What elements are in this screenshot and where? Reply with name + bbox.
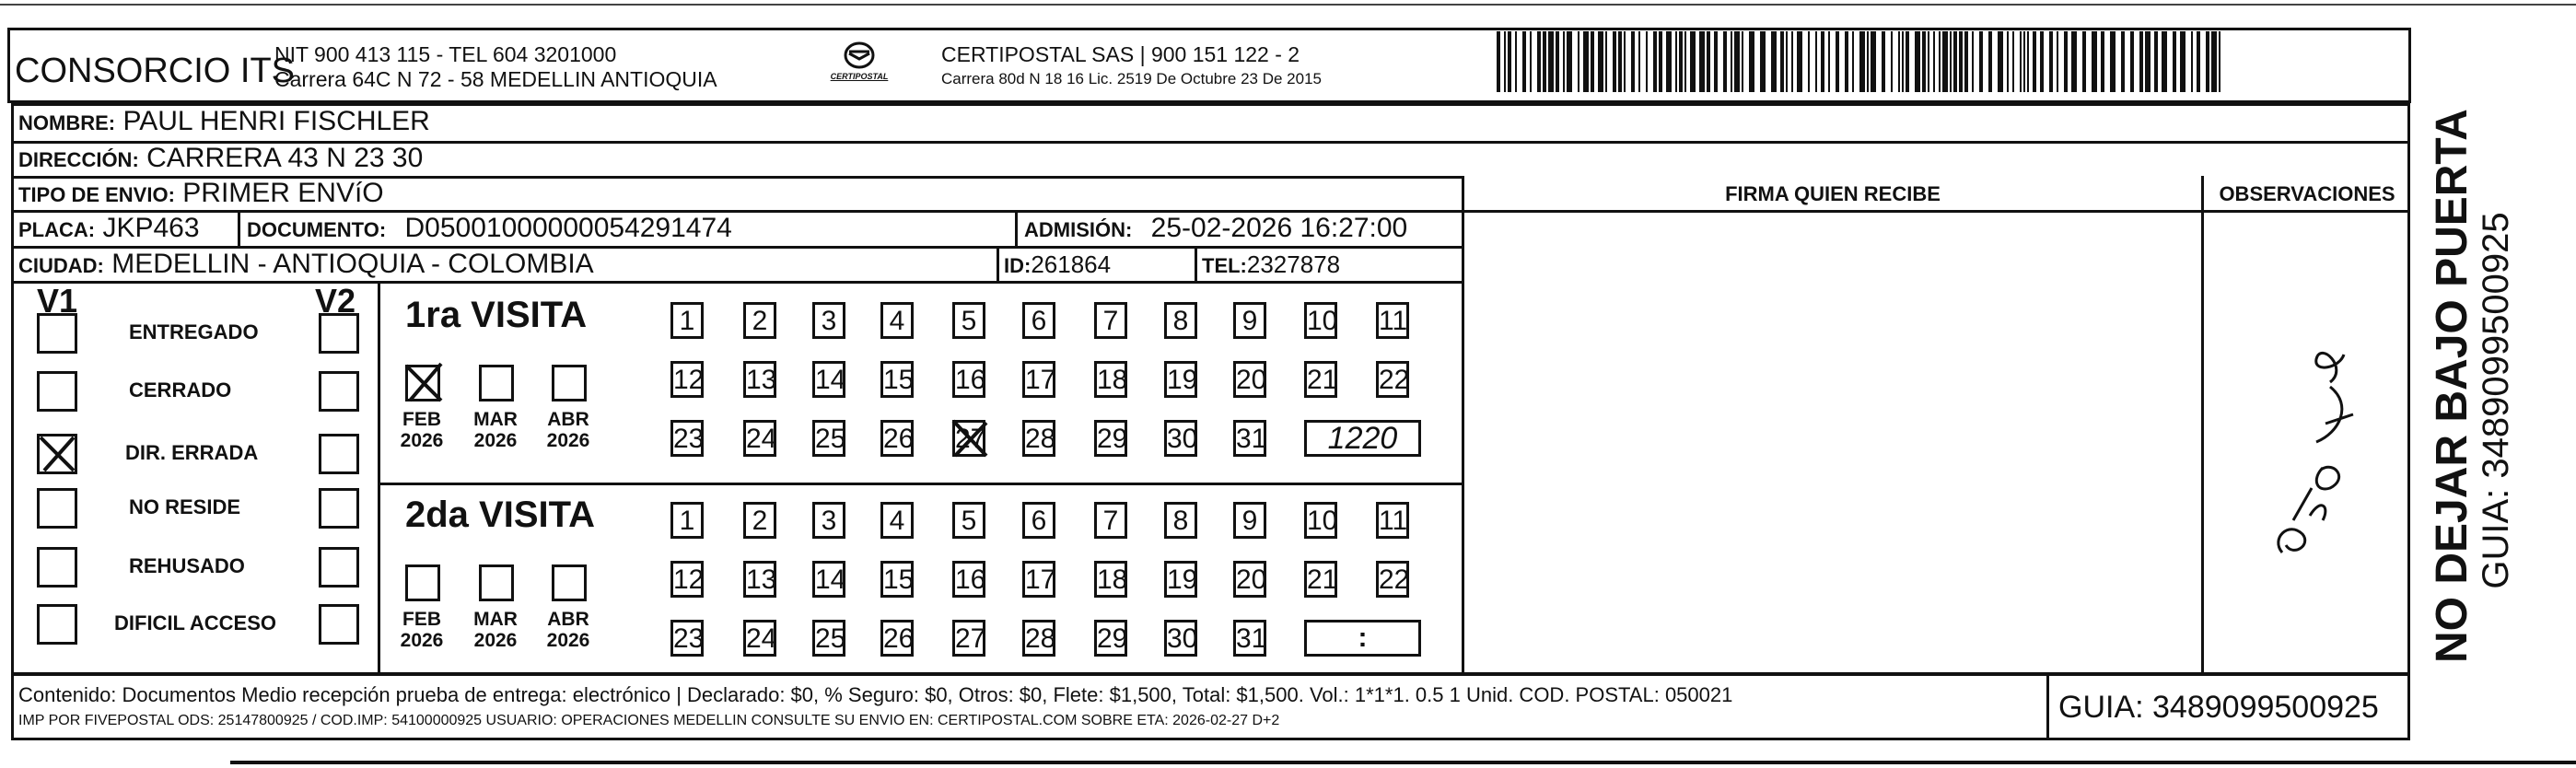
day-box[interactable] <box>670 561 704 598</box>
firma-header: FIRMA QUIEN RECIBE <box>1725 182 1941 205</box>
day-number: 7 <box>1102 506 1119 536</box>
v2-label: V2 <box>315 282 356 320</box>
day-box[interactable] <box>670 361 704 398</box>
v2-checkbox[interactable] <box>319 434 359 474</box>
day-box[interactable] <box>1022 302 1055 339</box>
day-box[interactable] <box>1164 361 1197 398</box>
tel-value: 2327878 <box>1246 250 1341 278</box>
day-number: 10 <box>1307 506 1338 536</box>
month-year: 2026 <box>473 430 518 451</box>
day-box[interactable] <box>1304 561 1337 598</box>
day-number: 5 <box>961 306 977 336</box>
day-number: 12 <box>673 365 705 395</box>
month-name: FEB <box>402 609 441 630</box>
status-label: NO RESIDE <box>129 495 241 518</box>
month-year: 2026 <box>546 630 590 651</box>
side-notice <box>2422 111 2551 663</box>
day-number: 29 <box>1097 424 1128 454</box>
month-checkbox[interactable] <box>405 365 440 401</box>
day-number: 11 <box>1379 306 1408 336</box>
month-name: MAR <box>473 409 518 430</box>
day-box[interactable] <box>1304 302 1337 339</box>
day-box[interactable] <box>1376 561 1409 598</box>
day-box[interactable] <box>880 620 914 657</box>
day-number: 23 <box>673 623 705 654</box>
day-number: 18 <box>1097 365 1128 395</box>
day-box[interactable] <box>812 361 845 398</box>
direccion-row <box>18 143 423 174</box>
month-year: 2026 <box>400 430 444 451</box>
day-number: 11 <box>1379 506 1408 536</box>
day-number: 6 <box>1031 506 1047 536</box>
day-box[interactable] <box>1233 420 1266 457</box>
v2-checkbox[interactable] <box>319 604 359 645</box>
day-box[interactable] <box>670 420 704 457</box>
month-year: 2026 <box>473 630 518 651</box>
day-number: 24 <box>746 623 777 654</box>
day-box[interactable] <box>1094 302 1127 339</box>
status-label: DIR. ERRADA <box>125 441 259 464</box>
day-box[interactable] <box>812 620 845 657</box>
day-box[interactable] <box>743 420 776 457</box>
day-box[interactable] <box>952 420 985 457</box>
day-box[interactable] <box>1164 302 1197 339</box>
handwritten-signature <box>2266 332 2367 562</box>
day-number: 1 <box>679 306 695 336</box>
status-label: REHUSADO <box>129 554 245 577</box>
certipostal-line2: Carrera 80d N 18 16 Lic. 2519 De Octubre 23 De 2015 <box>941 70 1322 87</box>
day-number: 27 <box>955 424 986 454</box>
v1-checkbox[interactable] <box>37 604 77 645</box>
day-box[interactable] <box>1094 361 1127 398</box>
side-guia-text: GUIA: 3489099500925 <box>2476 212 2516 589</box>
day-number: 4 <box>889 506 905 536</box>
month-label <box>541 609 596 651</box>
status-label: DIFICIL ACCESO <box>114 611 277 634</box>
day-number: 24 <box>746 424 777 454</box>
admision-value: 25-02-2026 16:27:00 <box>1150 213 1408 243</box>
day-box[interactable] <box>1233 361 1266 398</box>
nombre-row <box>18 106 430 137</box>
day-number: 17 <box>1025 564 1056 595</box>
placa-label: PLACA: <box>18 218 96 241</box>
day-number: 26 <box>883 623 915 654</box>
day-box[interactable] <box>1094 420 1127 457</box>
day-number: 4 <box>889 306 905 336</box>
day-box[interactable] <box>1233 561 1266 598</box>
day-number: 1 <box>679 506 695 536</box>
day-box[interactable] <box>1022 502 1055 539</box>
v1-checkbox[interactable] <box>37 371 77 412</box>
day-box[interactable] <box>952 361 985 398</box>
day-box[interactable] <box>670 302 704 339</box>
placa-value: JKP463 <box>102 213 200 243</box>
day-number: 3 <box>821 306 837 336</box>
barcode-icon <box>1497 31 2224 92</box>
certipostal-logo <box>820 41 899 96</box>
day-box[interactable] <box>1164 502 1197 539</box>
day-box[interactable] <box>1094 561 1127 598</box>
day-number: 2 <box>752 306 768 336</box>
day-number: 18 <box>1097 564 1128 595</box>
month-checkbox[interactable] <box>552 365 587 401</box>
day-number: 19 <box>1167 365 1198 395</box>
admision-label: ADMISIÓN: <box>1024 218 1133 241</box>
day-box[interactable] <box>880 302 914 339</box>
time-box[interactable] <box>1304 420 1421 457</box>
day-number: 30 <box>1167 623 1198 654</box>
documento-label: DOCUMENTO: <box>247 218 387 241</box>
v2-checkbox[interactable] <box>319 547 359 588</box>
day-number: 30 <box>1167 424 1198 454</box>
month-label <box>468 409 523 451</box>
day-box[interactable] <box>1304 502 1337 539</box>
status-label: ENTREGADO <box>129 320 259 343</box>
day-number: 13 <box>746 564 777 595</box>
day-box[interactable] <box>1233 302 1266 339</box>
day-box[interactable] <box>1304 361 1337 398</box>
footer-line2: IMP POR FIVEPOSTAL ODS: 25147800925 / COD.IMP: 54100000925 USUARIO: OPERACIONES MEDELLIN CONSULTE SU ENVIO EN: CERTIPOSTAL.COM SOBRE ETA: 2026-02-27 D+2 <box>18 713 1280 728</box>
day-box[interactable] <box>1094 620 1127 657</box>
v1-checkbox[interactable] <box>37 488 77 529</box>
documento-row <box>247 213 732 244</box>
day-number: 28 <box>1025 623 1056 654</box>
day-box[interactable] <box>952 561 985 598</box>
day-box[interactable] <box>812 502 845 539</box>
month-year: 2026 <box>546 430 590 451</box>
day-number: 22 <box>1379 365 1410 395</box>
day-number: 28 <box>1025 424 1056 454</box>
day-box[interactable] <box>812 561 845 598</box>
day-number: 20 <box>1236 564 1267 595</box>
day-box[interactable] <box>1376 361 1409 398</box>
company-nit: NIT 900 413 115 - TEL 604 3201000 <box>274 42 617 66</box>
logo-text: CERTIPOSTAL <box>830 72 889 81</box>
status-label: CERRADO <box>129 378 232 401</box>
time-box[interactable] <box>1304 620 1421 657</box>
company-name: CONSORCIO ITS <box>15 52 296 90</box>
day-number: 16 <box>955 564 986 595</box>
tel-label: TEL: <box>1202 254 1247 277</box>
nombre-value: PAUL HENRI FISCHLER <box>122 106 430 136</box>
month-label <box>541 409 596 451</box>
day-number: 12 <box>673 564 705 595</box>
day-number: 16 <box>955 365 986 395</box>
day-box[interactable] <box>812 302 845 339</box>
day-number: 15 <box>883 564 915 595</box>
day-number: 8 <box>1172 306 1189 336</box>
visit-title: 1ra VISITA <box>405 295 588 335</box>
footer-line1: Contenido: Documentos Medio recepción prueba de entrega: electrónico | Declarado: $0, % Seguro: $0, Otros: $0, Flete: $1,500, Total: $1,500. Vol.: 1*1*1. 0.5 1 Unid. COD. POSTAL: 050021 <box>18 683 1733 706</box>
day-number: 13 <box>746 365 777 395</box>
v2-checkbox[interactable] <box>319 371 359 412</box>
day-box[interactable] <box>812 420 845 457</box>
v2-checkbox[interactable] <box>319 488 359 529</box>
time-value: 1220 <box>1327 421 1398 456</box>
no-dejar-text: NO DEJAR BAJO PUERTA <box>2428 109 2477 663</box>
day-number: 8 <box>1172 506 1189 536</box>
month-checkbox[interactable] <box>552 564 587 601</box>
id-value: 261864 <box>1031 250 1112 278</box>
day-number: 6 <box>1031 306 1047 336</box>
day-number: 31 <box>1236 424 1267 454</box>
month-label <box>394 409 449 451</box>
documento-value: D05001000000054291474 <box>404 213 732 243</box>
day-box[interactable] <box>1022 361 1055 398</box>
month-label <box>468 609 523 651</box>
day-box[interactable] <box>1376 302 1409 339</box>
footer-guia: GUIA: 3489099500925 <box>2058 690 2379 725</box>
day-box[interactable] <box>1164 620 1197 657</box>
day-box[interactable] <box>743 620 776 657</box>
day-box[interactable] <box>1376 502 1409 539</box>
month-name: ABR <box>547 409 589 430</box>
v1-label: V1 <box>37 282 78 320</box>
v2-checkbox[interactable] <box>319 313 359 354</box>
check-x-icon <box>404 362 445 404</box>
day-box[interactable] <box>1164 420 1197 457</box>
month-label <box>394 609 449 651</box>
day-box[interactable] <box>880 502 914 539</box>
day-box[interactable] <box>1233 502 1266 539</box>
day-box[interactable] <box>743 502 776 539</box>
v1-checkbox[interactable] <box>37 434 77 474</box>
day-number: 22 <box>1379 564 1410 595</box>
id-label: ID: <box>1004 254 1032 277</box>
day-box[interactable] <box>743 302 776 339</box>
day-box[interactable] <box>952 620 985 657</box>
day-box[interactable] <box>1094 502 1127 539</box>
day-number: 14 <box>815 564 846 595</box>
day-number: 15 <box>883 365 915 395</box>
day-box[interactable] <box>952 502 985 539</box>
month-name: FEB <box>402 409 441 430</box>
day-box[interactable] <box>880 361 914 398</box>
month-name: ABR <box>547 609 589 630</box>
certipostal-logo-icon <box>841 41 878 72</box>
month-year: 2026 <box>400 630 444 651</box>
day-box[interactable] <box>880 561 914 598</box>
day-box[interactable] <box>1022 561 1055 598</box>
month-checkbox[interactable] <box>405 564 440 601</box>
day-number: 14 <box>815 365 846 395</box>
ciudad-value: MEDELLIN - ANTIOQUIA - COLOMBIA <box>111 249 594 279</box>
id-row <box>1004 250 1111 279</box>
day-number: 5 <box>961 506 977 536</box>
day-number: 2 <box>752 506 768 536</box>
placa-row <box>18 213 200 244</box>
day-number: 29 <box>1097 623 1128 654</box>
time-value: : <box>1358 623 1368 653</box>
admision-row <box>1024 213 1407 244</box>
direccion-label: DIRECCIÓN: <box>18 148 139 171</box>
day-number: 21 <box>1307 365 1338 395</box>
day-number: 20 <box>1236 365 1267 395</box>
v1-checkbox[interactable] <box>37 547 77 588</box>
ciudad-row <box>18 249 594 280</box>
month-name: MAR <box>473 609 518 630</box>
day-box[interactable] <box>1164 561 1197 598</box>
day-box[interactable] <box>670 620 704 657</box>
day-box[interactable] <box>952 302 985 339</box>
day-box[interactable] <box>1022 420 1055 457</box>
day-number: 23 <box>673 424 705 454</box>
day-number: 26 <box>883 424 915 454</box>
day-box[interactable] <box>880 420 914 457</box>
day-number: 21 <box>1307 564 1338 595</box>
day-box[interactable] <box>743 561 776 598</box>
tel-row <box>1202 250 1340 279</box>
day-number: 9 <box>1241 306 1258 336</box>
day-number: 25 <box>815 623 846 654</box>
day-number: 25 <box>815 424 846 454</box>
day-number: 3 <box>821 506 837 536</box>
day-box[interactable] <box>670 502 704 539</box>
day-box[interactable] <box>743 361 776 398</box>
day-box[interactable] <box>1022 620 1055 657</box>
day-number: 10 <box>1307 306 1338 336</box>
direccion-value: CARRERA 43 N 23 30 <box>146 143 424 173</box>
day-number: 19 <box>1167 564 1198 595</box>
company-address: Carrera 64C N 72 - 58 MEDELLIN ANTIOQUIA <box>274 67 717 91</box>
tipo-value: PRIMER ENVíO <box>182 178 384 208</box>
month-checkbox[interactable] <box>479 564 514 601</box>
v1-checkbox[interactable] <box>37 313 77 354</box>
check-x-icon <box>37 434 77 474</box>
day-number: 27 <box>955 623 986 654</box>
month-checkbox[interactable] <box>479 365 514 401</box>
visit-title: 2da VISITA <box>405 495 595 535</box>
day-box[interactable] <box>1233 620 1266 657</box>
tipo-label: TIPO DE ENVIO: <box>18 183 175 206</box>
observaciones-header: OBSERVACIONES <box>2219 182 2395 205</box>
tipo-row <box>18 178 384 209</box>
ciudad-label: CIUDAD: <box>18 254 104 277</box>
day-number: 9 <box>1241 506 1258 536</box>
nombre-label: NOMBRE: <box>18 111 116 134</box>
day-number: 7 <box>1102 306 1119 336</box>
day-number: 17 <box>1025 365 1056 395</box>
day-number: 31 <box>1236 623 1267 654</box>
check-x-icon <box>950 417 990 460</box>
certipostal-line1: CERTIPOSTAL SAS | 900 151 122 - 2 <box>941 42 1300 66</box>
